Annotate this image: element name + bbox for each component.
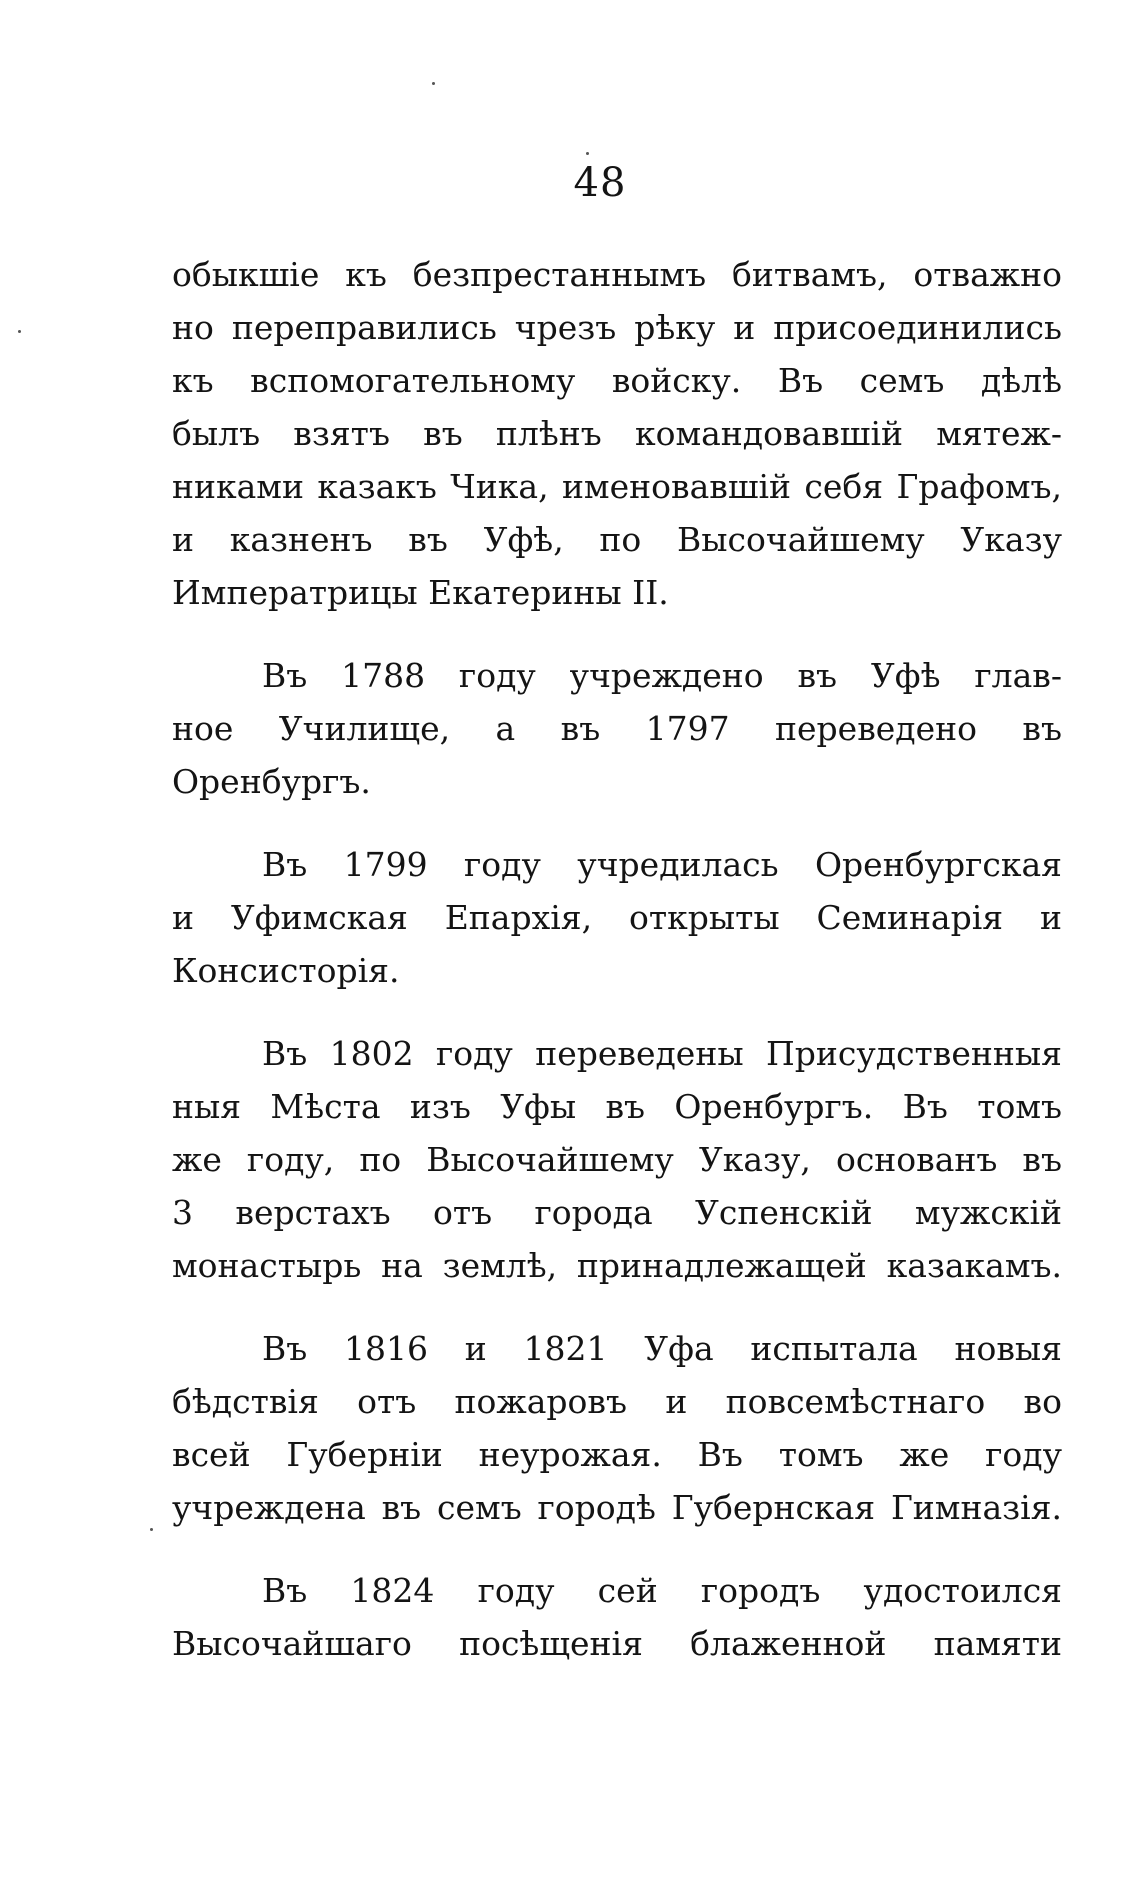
text-line: монастырь на землѣ, принадлежащей казакамъ.	[172, 1246, 1062, 1285]
paragraph	[172, 248, 1062, 619]
text-line: обыкшіе къ безпрестаннымъ битвамъ, отважно	[172, 255, 1062, 294]
text-line: Высочайшаго посѣщенія блаженной памяти	[172, 1624, 1062, 1663]
text-line: и казненъ въ Уфѣ, по Высочайшему Указу	[172, 520, 1062, 559]
text-line: всей Губерніи неурожая. Въ томъ же году	[172, 1435, 1062, 1474]
print-speck	[432, 82, 435, 85]
text-line: былъ взятъ въ плѣнъ командовавшій мятеж-	[172, 414, 1062, 453]
text-line: къ вспомогательному войску. Въ семъ дѣлѣ	[172, 361, 1062, 400]
print-speck	[586, 152, 589, 155]
body-text	[172, 248, 1062, 1700]
paragraph	[172, 649, 1062, 808]
text-line: Въ 1816 и 1821 Уфа испытала новыя	[262, 1329, 1062, 1368]
text-line: никами казакъ Чика, именовавшій себя Графомъ,	[172, 467, 1062, 506]
text-line: Консисторія.	[172, 951, 400, 990]
text-line: Оренбургъ.	[172, 762, 371, 801]
text-line: Въ 1802 году переведены Присудственныя	[262, 1034, 1062, 1073]
text-line: учреждена въ семъ городѣ Губернская Гимназія.	[172, 1488, 1062, 1527]
text-line: Въ 1824 году сей городъ удостоился	[262, 1571, 1062, 1610]
print-speck	[150, 1528, 153, 1531]
page-number: 48	[573, 160, 627, 206]
text-line: ныя Мѣста изъ Уфы въ Оренбургъ. Въ томъ	[172, 1087, 1062, 1126]
paragraph	[172, 1027, 1062, 1292]
text-line: но переправились чрезъ рѣку и присоединились	[172, 308, 1062, 347]
text-line: же году, по Высочайшему Указу, основанъ въ	[172, 1140, 1062, 1179]
text-line: бѣдствія отъ пожаровъ и повсемѣстнаго во	[172, 1382, 1062, 1421]
paragraph	[172, 838, 1062, 997]
paragraph	[172, 1322, 1062, 1534]
text-line: ное Училище, а въ 1797 переведено въ	[172, 709, 1062, 748]
text-line: Въ 1799 году учредилась Оренбургская	[262, 845, 1062, 884]
paragraph	[172, 1564, 1062, 1670]
text-line: Въ 1788 году учреждено въ Уфѣ глав-	[262, 656, 1062, 695]
print-speck	[18, 330, 21, 333]
text-line: 3 верстахъ отъ города Успенскій мужскій	[172, 1193, 1062, 1232]
text-line: и Уфимская Епархія, открыты Семинарія и	[172, 898, 1062, 937]
text-line: Императрицы Екатерины II.	[172, 573, 669, 612]
